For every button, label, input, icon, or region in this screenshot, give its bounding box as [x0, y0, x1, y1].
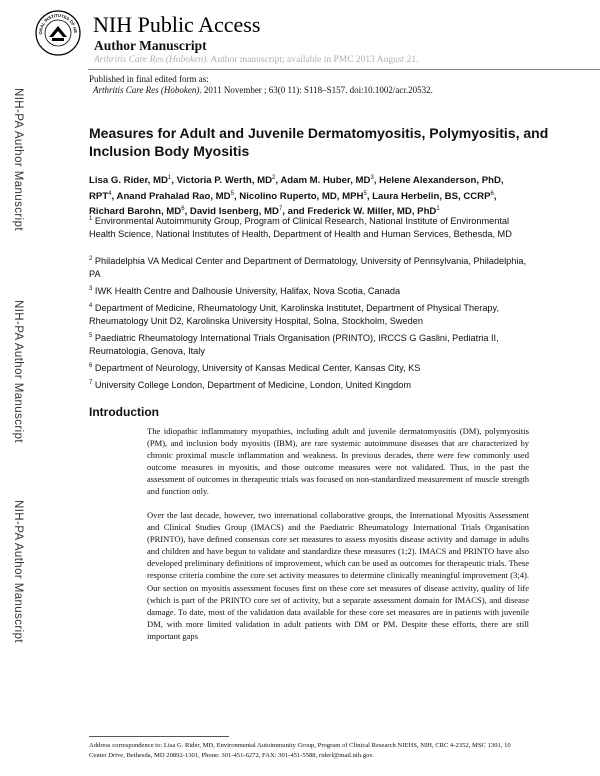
affiliation-number: 1 [89, 216, 93, 222]
citation-journal: Arthritis Care Res (Hoboken). [93, 85, 202, 95]
affiliation-number: 7 [89, 380, 93, 386]
published-label: Published in final edited form as: [89, 74, 209, 84]
author-separator: , [373, 175, 380, 187]
manuscript-availability-line [94, 55, 418, 65]
journal-name: Arthritis Care Res (Hoboken). [94, 55, 209, 65]
correspondence-footnote: Address correspondence to: Lisa G. Rider, MD, Environmental Autoimmunity Group, Program of Clinical Research NIEHS, NIH, CRC 4-2352, MSC 1301, 10 Center Drive, Bethesda, MD 20892-1301, Phone: 301-451-6272, FAX: 301-451-5588, riderl@mail.nih.gov. [89, 742, 511, 759]
author-affiliation-marker: 1 [167, 175, 172, 181]
author-manuscript-label: Author Manuscript [94, 38, 207, 53]
author-separator: , and [282, 206, 308, 218]
author-name: Victoria P. Werth, MD [176, 175, 273, 187]
author-affiliation-marker: 3 [370, 175, 374, 181]
author-separator: , [233, 190, 240, 202]
author-separator: , [493, 190, 497, 202]
article-title: Measures for Adult and Juvenile Dermatomyositis, Polymyositis, and Inclusion Body Myositis [89, 125, 549, 159]
body-paragraph-1: The idiopathic inflammatory myopathies, including adult and juvenile dermatomyositis (DM), polymyositis (PM), and inclusion body myositis (IBM), are rare systemic autoimmune diseases that are characterized by chronic proximal muscle inflammation and weakness. In previous decades, there were few commonly used outcome measures in myositis, and those outcome measures were not validated. Thus, in the past the assessment of outcomes in therapeutic trials was focused on non-standardized measurement of muscle strength and function only. [147, 426, 529, 497]
affiliation-5 [89, 330, 529, 358]
affiliation-number: 3 [89, 286, 93, 292]
author-affiliation-marker: 2 [272, 175, 276, 181]
author-list [89, 172, 529, 219]
footnote-divider [89, 736, 229, 737]
author-affiliation-marker: 5 [230, 190, 234, 197]
section-heading-introduction: Introduction [89, 405, 159, 419]
side-watermark-2: NIH-PA Author Manuscript [12, 300, 24, 443]
body-paragraph-2: Over the last decade, however, two international collaborative groups, the International Myositis Assessment and Clinical Studies Group (IMACS) and the Paediatric Rheumatology International Trials Organisation (PRINTO), have defined consensus core set measures to assess myositis disease activity and damage in adults and children and have begun to validate and standardize these measures (1;2). IMACS and PRINTO have also developed preliminary definitions of improvement, which can be used as outcomes for therapeutic trials. These response criteria combine the core set activity measures to determine clinically meaningful improvement (3;4). Our section on myositis assessment focuses first on these core set measures of disease activity, quality of life (which is part of the PRINTO core set of activity, but a separate assessment domain for IMACS), and disease damage. To date, most of the validation data available for these core set measures are in patients with juvenile DM, with more limited validation in adult patients with DM or PM. Despite these efforts, there are still important gaps [147, 510, 529, 641]
affiliation-number: 6 [89, 363, 93, 369]
affiliation-6 [89, 360, 529, 375]
author-affiliation-marker: 1 [436, 206, 440, 213]
affiliation-text: University College London, Department of Medicine, London, United Kingdom [94, 380, 412, 391]
availability-text: Author manuscript; available in PMC 2013 August 21. [208, 55, 419, 65]
author-name: Richard Barohn, MD [89, 206, 182, 218]
author-separator: , [184, 206, 190, 218]
affiliation-text: Philadelphia VA Medical Center and Department of Dermatology, University of Pennsylvania, Philadelphia, PA [89, 256, 527, 280]
author-name: David Isenberg, MD [189, 206, 279, 218]
citation [93, 85, 433, 95]
affiliation-text: Paediatric Rheumatology International Trials Organisation (PRINTO), IRCCS G Gaslini, Pediatria II, Reumatologia, Genova, Italy [89, 333, 499, 357]
author-name: Anand Prahalad Rao, MD [116, 190, 231, 202]
author-affiliation-marker: 6 [181, 206, 185, 213]
header-divider [88, 69, 600, 70]
author-affiliation-marker: 5 [363, 190, 367, 197]
affiliation-3 [89, 283, 529, 298]
nih-public-access-title: NIH Public Access [93, 12, 261, 37]
side-watermark-1: NIH-PA Author Manuscript [12, 88, 24, 231]
side-watermark-3: NIH-PA Author Manuscript [12, 500, 24, 643]
author-affiliation-marker: 6 [490, 190, 494, 197]
author-name: Adam M. Huber, MD [280, 175, 371, 187]
author-name: Lisa G. Rider, MD [89, 175, 168, 187]
author-name: Nicolino Ruperto, MD, MPH [239, 190, 364, 202]
author-affiliation-marker: 4 [108, 190, 112, 197]
author-affiliation-marker: 7 [278, 206, 283, 213]
affiliation-2 [89, 253, 529, 281]
affiliation-text: Department of Medicine, Rheumatology Unit, Karolinska Institutet, Department of Physical Therapy, Rheumatology Unit D2, Karolinska University Hospital, Solna, Stockholm, Sweden [89, 303, 500, 327]
affiliation-text: IWK Health Centre and Dalhousie University, Halifax, Nova Scotia, Canada [94, 286, 401, 297]
citation-details: 2011 November ; 63(0 11): S118–S157. doi:10.1002/acr.20532. [201, 85, 433, 95]
author-name: Laura Herbelin, BS, CCRP [372, 190, 491, 202]
author-separator: , [111, 190, 117, 202]
author-separator: , [171, 175, 177, 187]
affiliation-1 [89, 213, 529, 241]
affiliation-4 [89, 300, 529, 328]
nih-seal-logo [35, 10, 81, 56]
affiliation-7 [89, 377, 529, 392]
author-name: Frederick W. Miller, MD, PhD [307, 206, 437, 218]
affiliation-text: Environmental Autoimmunity Group, Program of Clinical Research, National Institute of Environmental Health Science, National Institutes of Health, Department of Health and Human Services, Bethesda, MD [89, 216, 512, 240]
author-separator: , [275, 175, 281, 187]
logo-text: ONAL INSTITUTES OF HE [37, 12, 79, 35]
affiliation-number: 4 [89, 303, 93, 309]
author-name: Helene Alexanderson, PhD, RPT [89, 175, 504, 202]
affiliation-text: Department of Neurology, University of Kansas Medical Center, Kansas City, KS [94, 363, 421, 374]
author-separator: , [366, 190, 373, 202]
affiliation-number: 5 [89, 333, 93, 339]
affiliation-number: 2 [89, 256, 93, 262]
